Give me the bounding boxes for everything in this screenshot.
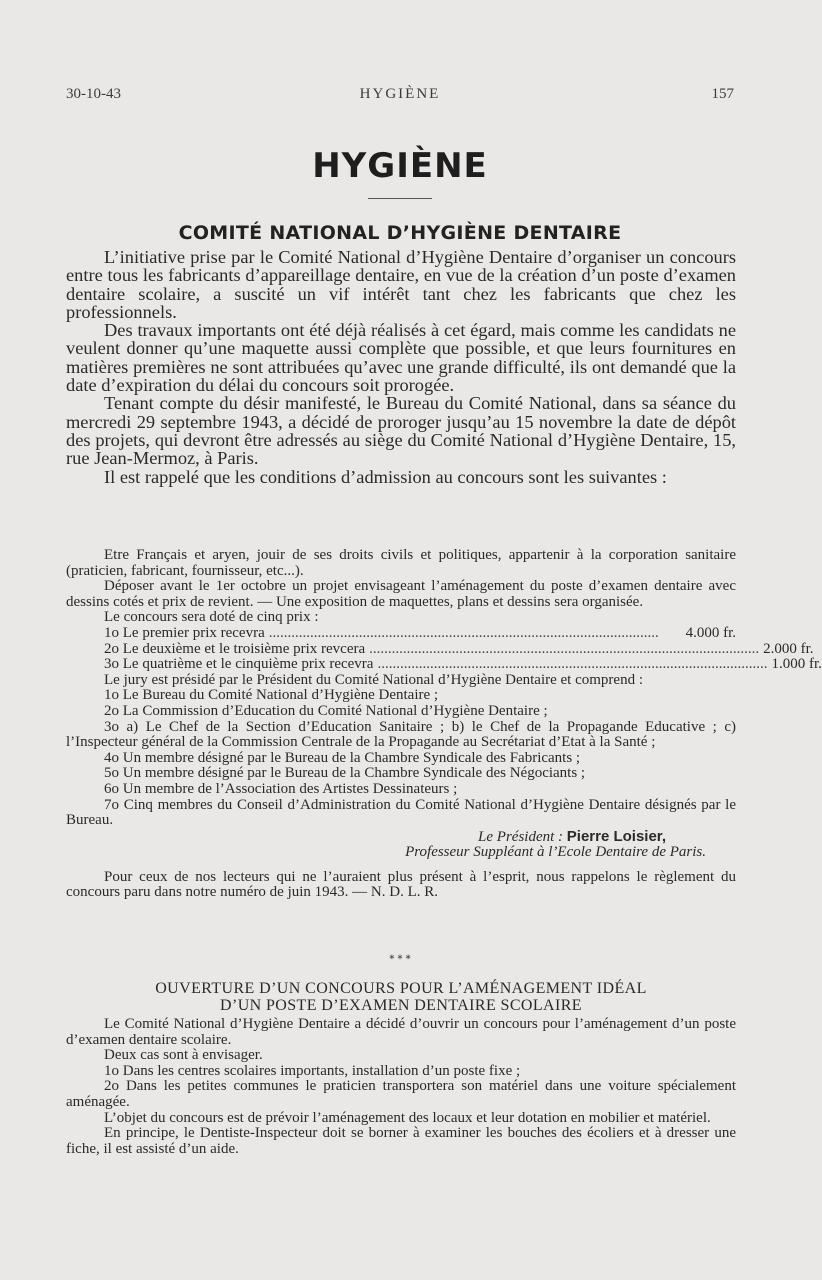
section2-title [66,980,736,1014]
paragraph: Des travaux importants ont été déjà réalisés à cet égard, mais comme les candidats ne veulent donner qu’une maquette aussi complète que possible, et que leurs fournitures en matières premières ne sont attribuées qu’avec une grande difficulté, ils ont demandé que la date d’expiration du délai du concours soit prorogée. [66,320,736,396]
prize-row [66,640,814,658]
leader-dots: ........................................................................................................ [369,640,760,657]
jury-member: 3o a) Le Chef de la Section d’Education Sanitaire ; b) le Chef de la Propagande Educative ; c) l’Inspecteur général de la Commission Centrale de la Propagande au Secrétariat d’Etat à la Santé ; [66,718,736,751]
header-running-title: HYGIÈNE [359,86,441,102]
paragraph: Il est rappelé que les conditions d’admission au concours sont les suivantes : [104,466,667,487]
prize-row [66,626,736,642]
section1-title: COMITÉ NATIONAL D’HYGIÈNE DENTAIRE [178,222,622,244]
jury-member: 7o Cinq membres du Conseil d’Administration du Comité National d’Hygiène Dentaire désignés par le Bureau. [66,796,736,829]
prize-amount: 4.000 fr. [685,624,736,641]
leader-dots: ........................................................................................................ [268,624,659,641]
paragraph: L’objet du concours est de prévoir l’aménagement des locaux et leur dotation en mobilier et matériel. [104,1109,711,1126]
title-rule [368,198,432,199]
separator-stars: * * * [389,954,411,965]
signature-role: Le Président : [478,828,564,845]
paragraph: 1o Dans les centres scolaires importants, installation d’un poste fixe ; [104,1062,521,1079]
condition-item: Déposer avant le 1er octobre un projet envisageant l’aménagement du poste d’examen dentaire avec dessins cotés et prix de revient. — Une exposition de maquettes, plans et dessins sera organisée. [66,578,736,610]
paragraph: Deux cas sont à envisager. [104,1047,263,1064]
jury-member: 1o Le Bureau du Comité National d’Hygiène Dentaire ; [104,687,439,704]
jury-intro: Le jury est présidé par le Président du Comité National d’Hygiène Dentaire et comprend : [104,671,643,688]
paragraph: Le Comité National d’Hygiène Dentaire a décidé d’ouvrir un concours pour l’aménagement d’un poste d’examen dentaire scolaire. [66,1016,736,1048]
prize-label: 3o Le quatrième et le cinquième prix recevra [104,656,374,673]
condition-item: Etre Français et aryen, jouir de ses droits civils et politiques, appartenir à la corporation sanitaire (praticien, fabricant, fournisseur, etc...). [66,547,736,579]
paragraph: Tenant compte du désir manifesté, le Bureau du Comité National, dans sa séance du mercredi 29 septembre 1943, a décidé de proroger jusqu’au 15 novembre la date de dépôt des projets, qui devront être adressés au siège du Comité National d’Hygiène Dentaire, 15, rue Jean-Mermoz, à Paris. [66,393,736,469]
prize-label: 1o Le premier prix recevra [104,624,265,641]
jury-member: 5o Un membre désigné par le Bureau de la Chambre Syndicale des Négociants ; [104,765,586,782]
section2-title-line1: OUVERTURE D’UN CONCOURS POUR L’AMÉNAGEMENT IDÉAL [155,980,647,997]
jury-member: 2o La Commission d’Education du Comité National d’Hygiène Dentaire ; [104,702,548,719]
section2-body [66,1017,736,1157]
main-title: HYGIÈNE [312,146,488,186]
paragraph: L’initiative prise par le Comité National d’Hygiène Dentaire d’organiser un concours entre tous les fabricants d’appareillage dentaire, en vue de la création d’un poste d’examen dentaire scolaire, a suscité un vif intérêt tant chez les fabricants que chez les professionnels. [66,247,736,322]
paragraph: 2o Dans les petites communes le praticien transportera son matériel dans une voiture spécialement aménagée. [66,1078,736,1110]
prize-row [66,656,822,673]
signature [66,829,736,846]
paragraph: En principe, le Dentiste-Inspecteur doit se borner à examiner les bouches des écoliers et à dresser une fiche, il est assisté d’un aide. [66,1125,736,1157]
conditions-block [66,547,822,901]
running-head [66,86,734,106]
leader-dots: ........................................................................................................ [377,656,768,673]
jury-member: 6o Un membre de l’Association des Artistes Dessinateurs ; [104,780,458,797]
header-date: 30-10-43 [66,86,121,102]
signature-name: Pierre Loisier, [566,827,666,845]
prize-label: 2o Le deuxième et le troisième prix revcera [104,640,366,657]
section1-body [66,248,736,486]
condition-item: Le concours sera doté de cinq prix : [104,609,319,626]
page-number: 157 [711,86,734,102]
section2-title-line2: D’UN POSTE D’EXAMEN DENTAIRE SCOLAIRE [220,997,582,1014]
editorial-note: Pour ceux de nos lecteurs qui ne l’auraient plus présent à l’esprit, nous rappelons le règlement du concours paru dans notre numéro de juin 1943. — N. D. L. R. [66,868,736,901]
signature-title: Professeur Suppléant à l’Ecole Dentaire de Paris. [405,844,706,861]
prize-amount: 1.000 fr. [771,656,822,673]
jury-member: 4o Un membre désigné par le Bureau de la Chambre Syndicale des Fabricants ; [104,749,581,766]
prize-amount: 2.000 fr. [763,640,814,657]
